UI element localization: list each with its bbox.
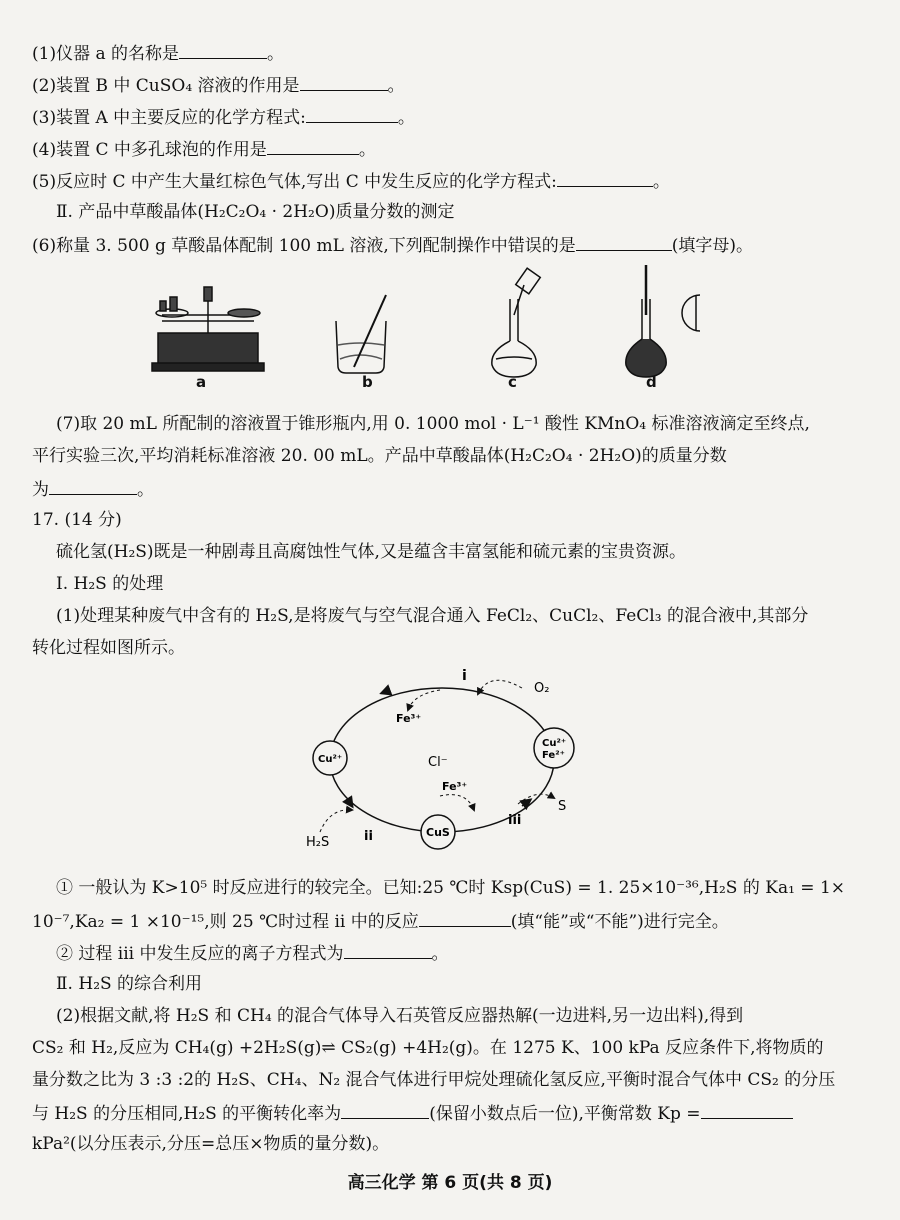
q17-section-1: Ⅰ. H₂S 的处理	[56, 574, 164, 594]
q17-circle2-text: ② 过程 iii 中发生反应的离子方程式为	[56, 944, 344, 964]
o2-label: O₂	[534, 681, 550, 696]
q16-part4-end: 。	[358, 140, 376, 160]
right-fe2-label: Fe²⁺	[542, 750, 565, 761]
cu2-label: Cu²⁺	[318, 754, 343, 765]
q17-circle2-end: 。	[431, 944, 449, 964]
right-cu2-label: Cu²⁺	[542, 738, 567, 749]
answer-blank[interactable]	[179, 40, 267, 59]
q17-circle1-end: (填“能”或“不能”)进行完全。	[510, 912, 729, 932]
q17-part2-conversion-text: 与 H₂S 的分压相同,H₂S 的平衡转化率为	[32, 1104, 342, 1124]
q16-part7-end: 。	[137, 480, 154, 500]
h2s-dashed-arrow	[320, 810, 352, 832]
answer-blank[interactable]	[306, 104, 398, 123]
q17-part2-kp-text: (保留小数点后一位),平衡常数 Kp =	[429, 1104, 701, 1124]
apparatus-figures	[140, 255, 700, 385]
q16-part4-text: (4)装置 C 中多孔球泡的作用是	[32, 140, 267, 160]
o2-dashed-arrow	[478, 680, 522, 694]
q17-part2-line2: CS₂ 和 H₂,反应为 CH₄(g) +2H₂S(g)⇌ CS₂(g) +4H₂(g)。在 1275 K、100 kPa 反应条件下,将物质的	[32, 1038, 824, 1058]
flask-dropper-icon	[626, 265, 700, 377]
answer-blank[interactable]	[49, 476, 137, 495]
fe3-top-label: Fe³⁺	[396, 712, 422, 725]
q16-part3	[32, 104, 415, 130]
figure-label-c: c	[508, 373, 517, 391]
h2s-cycle-diagram	[290, 660, 610, 860]
cycle-arrow-top	[382, 690, 390, 693]
q17-part2-line3: 量分数之比为 3 :3 :2的 H₂S、CH₄、N₂ 混合气体进行甲烷处理硫化氢反应,平衡时混合气体中 CS₂ 的分压	[32, 1070, 836, 1090]
q17-part2-line5: kPa²(以分压表示,分压=总压×物质的量分数)。	[32, 1134, 390, 1154]
q16-section-2: Ⅱ. 产品中草酸晶体(H₂C₂O₄ · 2H₂O)质量分数的测定	[56, 202, 455, 222]
q17-part1-line2: 转化过程如图所示。	[32, 638, 185, 658]
q16-part7-line1: (7)取 20 mL 所配制的溶液置于锥形瓶内,用 0. 1000 mol · L⁻¹ 酸性 KMnO₄ 标准溶液滴定至终点,	[56, 414, 810, 434]
answer-blank[interactable]	[344, 940, 432, 959]
answer-blank[interactable]	[300, 72, 388, 91]
figure-label-d: d	[646, 373, 657, 391]
q17-intro: 硫化氢(H₂S)既是一种剧毒且高腐蚀性气体,又是蕴含丰富氢能和硫元素的宝贵资源。	[56, 542, 686, 562]
answer-blank[interactable]	[576, 232, 672, 251]
figure-label-b: b	[362, 373, 373, 391]
page-footer: 高三化学 第 6 页(共 8 页)	[347, 1173, 553, 1193]
h2s-label: H₂S	[306, 835, 330, 850]
q17-heading: 17. (14 分)	[32, 510, 122, 530]
answer-blank[interactable]	[701, 1100, 793, 1119]
q16-part1	[32, 40, 284, 66]
fe3-out-dashed-arrow	[408, 690, 440, 710]
q17-circle2	[56, 940, 449, 966]
q16-part2-end: 。	[387, 76, 405, 96]
q16-part7-prefix: 为	[32, 480, 49, 500]
q17-part2-line1: (2)根据文献,将 H₂S 和 CH₄ 的混合气体导入石英管反应器热解(一边进料,另一边出料),得到	[56, 1006, 744, 1026]
q16-part6-text: (6)称量 3. 500 g 草酸晶体配制 100 mL 溶液,下列配制操作中错误的是	[32, 236, 576, 256]
answer-blank[interactable]	[341, 1100, 429, 1119]
q16-part2-text: (2)装置 B 中 CuSO₄ 溶液的作用是	[32, 76, 300, 96]
q17-circle1-line2	[32, 908, 729, 934]
step-ii-label: ii	[364, 829, 373, 844]
beaker-icon	[336, 295, 386, 373]
q16-part6-end: (填字母)。	[671, 236, 753, 256]
q16-part7-line2: 平行实验三次,平均消耗标准溶液 20. 00 mL。产品中草酸晶体(H₂C₂O₄ · 2H₂O)的质量分数	[32, 446, 727, 466]
q17-part2-line4	[32, 1100, 793, 1126]
q16-part2	[32, 72, 405, 98]
q16-part1-text: (1)仪器 a 的名称是	[32, 44, 180, 64]
q16-part5	[32, 168, 670, 194]
q17-section-2: Ⅱ. H₂S 的综合利用	[56, 974, 203, 994]
q16-part1-end: 。	[267, 44, 285, 64]
q17-circle1-line1: ① 一般认为 K>10⁵ 时反应进行的较完全。已知:25 ℃时 Ksp(CuS) = 1. 25×10⁻³⁶,H₂S 的 Ka₁ = 1×	[56, 878, 846, 898]
q16-part7-line3	[32, 476, 154, 502]
figure-label-a: a	[196, 373, 207, 391]
step-iii-label: iii	[508, 813, 522, 828]
q17-circle1-text: 10⁻⁷,Ka₂ = 1 ×10⁻¹⁵,则 25 ℃时过程 ii 中的反应	[32, 912, 419, 932]
q16-part5-end: 。	[652, 172, 670, 192]
q16-part3-end: 。	[397, 108, 415, 128]
volumetric-flask-icon	[492, 268, 540, 377]
cus-label: CuS	[426, 826, 450, 839]
fe3-in-dashed-arrow	[440, 795, 474, 810]
chloride-label: Cl⁻	[428, 755, 448, 770]
q16-part4	[32, 136, 376, 162]
fe3-mid-label: Fe³⁺	[442, 780, 468, 793]
step-i-label: i	[462, 668, 467, 684]
answer-blank[interactable]	[267, 136, 359, 155]
sulfur-label: S	[558, 799, 567, 814]
answer-blank[interactable]	[419, 908, 511, 927]
q17-part1-line1: (1)处理某种废气中含有的 H₂S,是将废气与空气混合通入 FeCl₂、CuCl₂、FeCl₃ 的混合液中,其部分	[56, 606, 809, 626]
q16-part3-text: (3)装置 A 中主要反应的化学方程式:	[32, 108, 306, 128]
answer-blank[interactable]	[557, 168, 653, 187]
balance-icon	[152, 287, 264, 371]
q16-part5-text: (5)反应时 C 中产生大量红棕色气体,写出 C 中发生反应的化学方程式:	[32, 172, 557, 192]
